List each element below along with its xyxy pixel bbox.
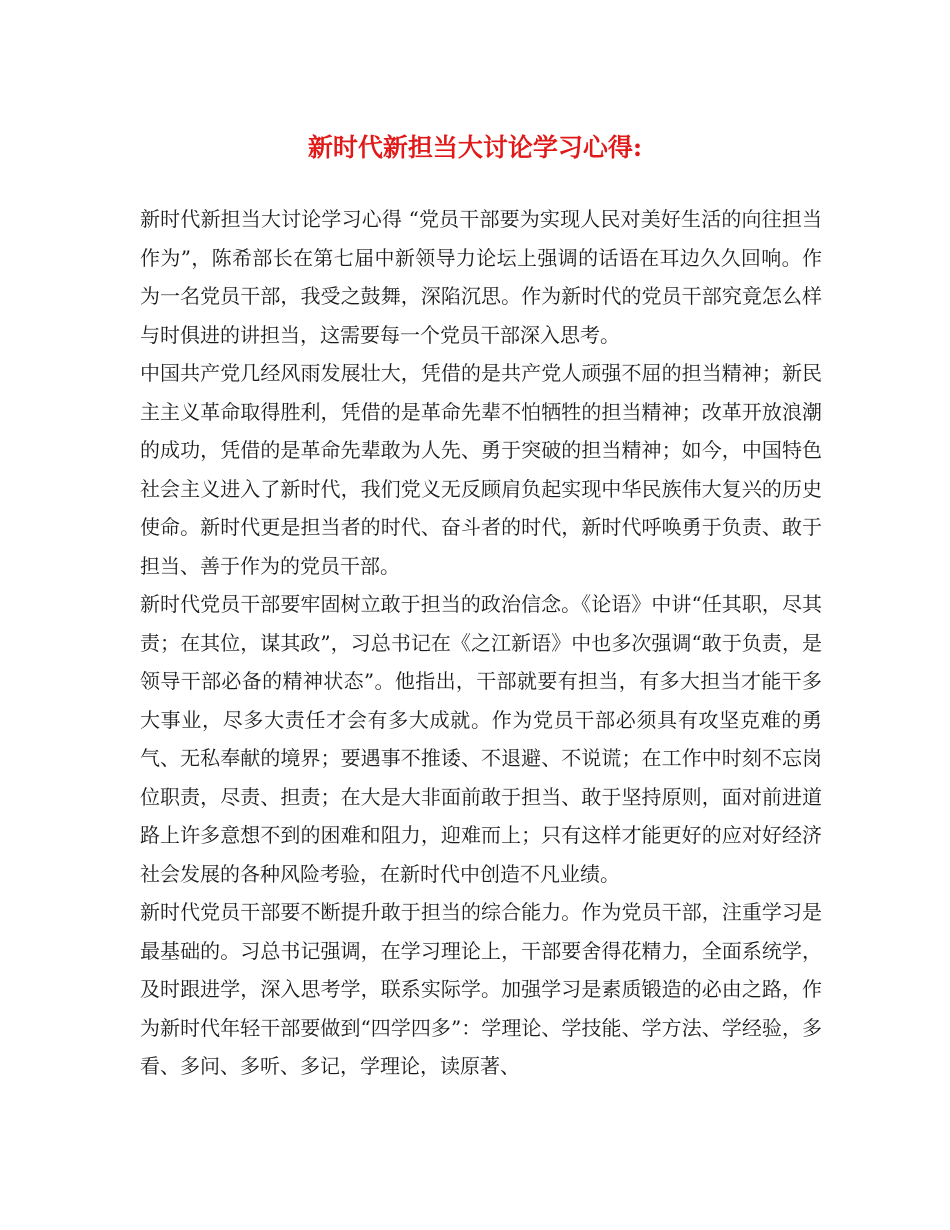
document-body bbox=[140, 200, 822, 1086]
paragraph-comprehensive-ability: 新时代党员干部要不断提升敢于担当的综合能力。作为党员干部，注重学习是最基础的。习总书记强调，在学习理论上，干部要舍得花精力，全面系统学，及时跟进学，深入思考学，联系实际学。加强学习是素质锻造的必由之路，作为新时代年轻干部要做到“四学四多”：学理论、学技能、学方法、学经验，多看、多问、多听、多记，学理论，读原著、 bbox=[140, 900, 822, 1078]
paragraph-intro: 新时代新担当大讨论学习心得 “党员干部要为实现人民对美好生活的向往担当作为”，陈希部长在第七届中新领导力论坛上强调的话语在耳边久久回响。作为一名党员干部，我受之鼓舞，深陷沉思。作为新时代的党员干部究竟怎么样与时俱进的讲担当，这需要每一个党员干部深入思考。 bbox=[140, 207, 822, 347]
paragraph-history: 中国共产党几经风雨发展壮大，凭借的是共产党人顽强不屈的担当精神；新民主主义革命取得胜利，凭借的是革命先辈不怕牺牲的担当精神；改革开放浪潮的成功，凭借的是革命先辈敢为人先、勇于突破的担当精神；如今，中国特色社会主义进入了新时代，我们党义无反顾肩负起实现中华民族伟大复兴的历史使命。新时代更是担当者的时代、奋斗者的时代，新时代呼唤勇于负责、敢于担当、善于作为的党员干部。 bbox=[140, 361, 822, 578]
paragraph-political-belief: 新时代党员干部要牢固树立敢于担当的政治信念。《论语》中讲“任其职，尽其责；在其位，谋其政”，习总书记在《之江新语》中也多次强调“敢于负责，是领导干部必备的精神状态”。他指出，干部就要有担当，有多大担当才能干多大事业，尽多大责任才会有多大成就。作为党员干部必须具有攻坚克难的勇气、无私奉献的境界；要遇事不推诿、不退避、不说谎；在工作中时刻不忘岗位职责，尽责、担责；在大是大非面前敢于担当、敢于坚持原则，面对前进道路上许多意想不到的困难和阻力，迎难而上；只有这样才能更好的应对好经济社会发展的各种风险考验，在新时代中创造不凡业绩。 bbox=[140, 592, 822, 886]
document-title: 新时代新担当大讨论学习心得: bbox=[307, 133, 643, 162]
